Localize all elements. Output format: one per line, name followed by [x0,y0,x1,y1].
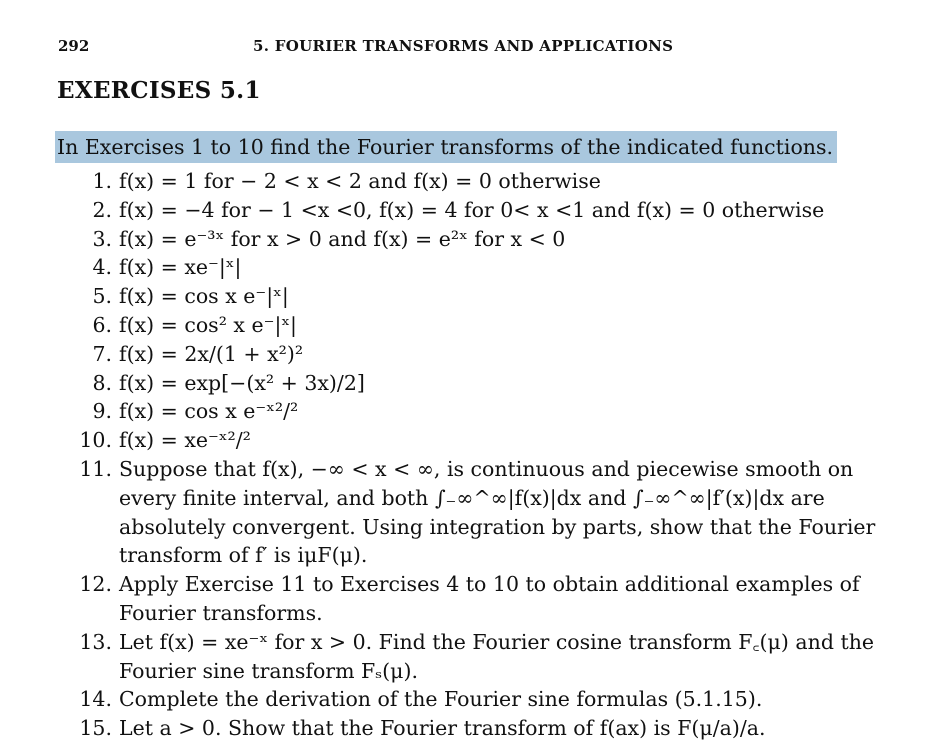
exercise-list [0,167,934,743]
exercise-number: 11. [79,456,112,481]
exercise-item [0,225,934,254]
exercise-text: f(x) = cos² x e⁻|ˣ| [119,312,297,337]
exercise-number: 12. [79,572,112,597]
exercise-number: 9. [92,399,112,424]
exercise-item [0,167,934,196]
exercise-text: f(x) = cos x e⁻|ˣ| [119,284,289,309]
section-title: EXERCISES 5.1 [57,77,261,104]
exercise-text: f(x) = cos x e⁻ˣ²/² [119,399,299,424]
exercise-text: f(x) = 1 for − 2 < x < 2 and f(x) = 0 otherwise [119,169,601,193]
exercise-item [0,426,934,455]
exercise-text: f(x) = 2x/(1 + x²)² [119,341,304,366]
exercise-number: 4. [92,255,112,280]
exercise-item [0,282,934,311]
exercise-text: f(x) = e⁻³ˣ for x > 0 and f(x) = e²ˣ for x < 0 [119,226,566,251]
exercise-number: 5. [92,284,112,309]
exercise-item [0,196,934,225]
exercise-text: Apply Exercise 11 to Exercises 4 to 10 to obtain additional examples of Fourier transforms. [119,572,860,625]
exercise-item [0,570,934,628]
exercise-item [0,311,934,340]
exercise-text: Suppose that f(x), −∞ < x < ∞, is continuous and piecewise smooth on every finite interval, and both ∫₋∞^∞|f(x)|dx and ∫₋∞^∞|f′(x)|dx are absolutely convergent. Using integration by parts, show that the Fourier transform of f′ is iμF(μ). [119,456,876,568]
exercise-number: 3. [92,226,112,251]
exercise-number: 10. [79,428,112,453]
exercise-text: Let a > 0. Show that the Fourier transform of f(ax) is F(μ/a)/a. [119,716,766,741]
exercise-item [0,628,934,686]
exercise-number: 13. [79,629,112,654]
exercise-number: 6. [92,312,112,337]
exercise-text: f(x) = exp[−(x² + 3x)/2] [119,370,365,395]
exercise-text: Complete the derivation of the Fourier sine formulas (5.1.15). [119,687,763,712]
exercise-number: 2. [92,197,112,222]
page-number: 292 [58,37,90,55]
exercise-item [0,714,934,743]
exercise-number: 7. [92,341,112,366]
exercise-item [0,253,934,282]
running-head: 5. FOURIER TRANSFORMS AND APPLICATIONS [253,37,674,55]
exercise-text: f(x) = −4 for − 1 <x <0, f(x) = 4 for 0< x <1 and f(x) = 0 otherwise [119,197,825,222]
exercise-item [0,397,934,426]
exercise-text: f(x) = xe⁻ˣ²/² [119,428,251,453]
exercise-item [0,455,934,570]
exercise-number: 8. [92,370,112,395]
exercise-number: 14. [79,687,112,712]
exercise-number: 1. [92,169,112,193]
exercise-item [0,340,934,369]
exercise-intro-highlighted[interactable]: In Exercises 1 to 10 find the Fourier transforms of the indicated functions. [55,131,837,163]
exercise-item [0,685,934,714]
exercise-item [0,369,934,398]
exercise-number: 15. [79,716,112,741]
exercise-text: f(x) = xe⁻|ˣ| [119,255,242,280]
exercise-text: Let f(x) = xe⁻ˣ for x > 0. Find the Fourier cosine transform F꜀(μ) and the Fourier sine transform Fₛ(μ). [119,629,875,683]
